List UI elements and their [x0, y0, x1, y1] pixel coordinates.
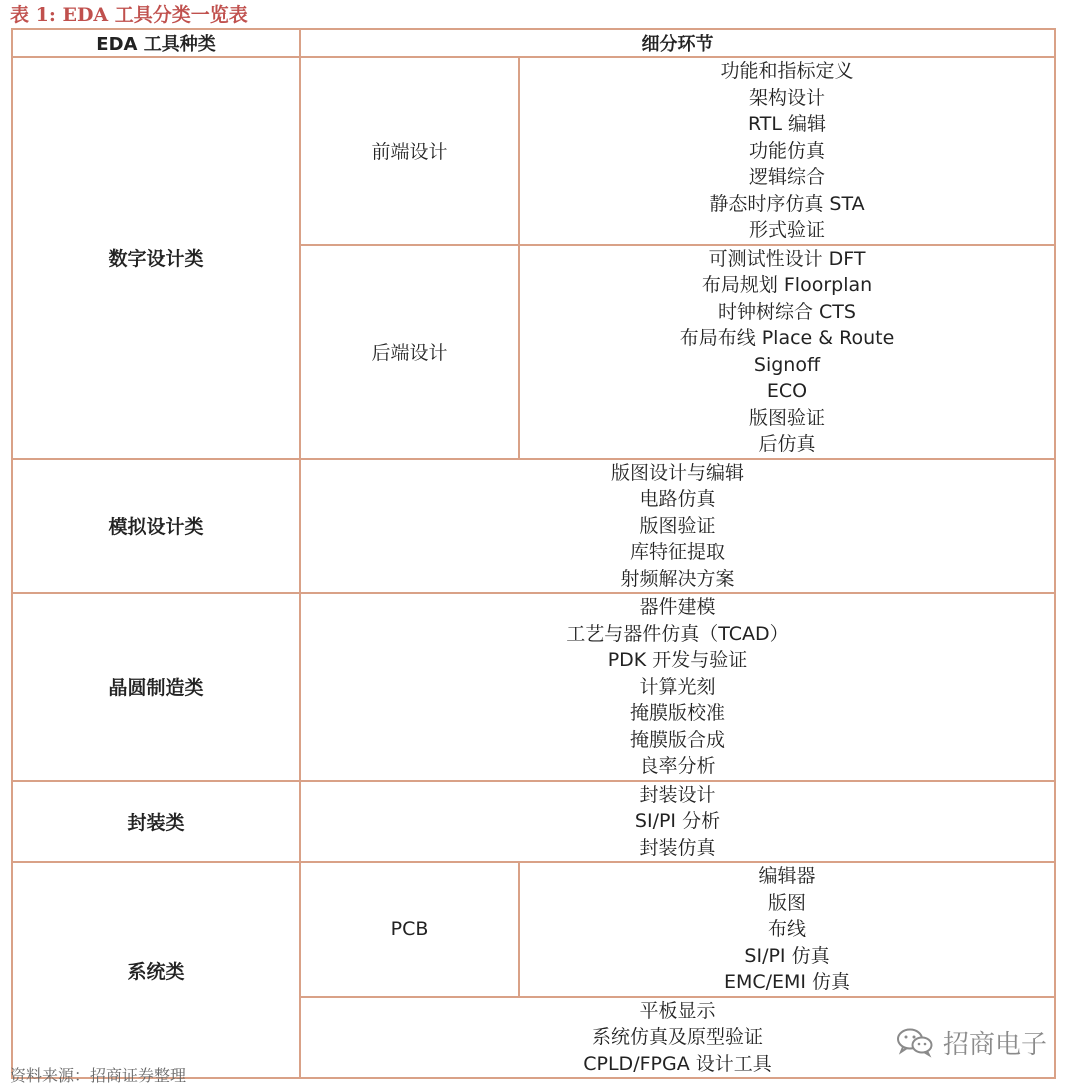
list-item: 编辑器	[758, 865, 816, 887]
list-item: SI/PI 分析	[634, 810, 721, 832]
list-item: 后仿真	[758, 433, 816, 455]
list-item: Signoff	[753, 353, 821, 376]
package-items-cell	[300, 781, 1055, 863]
list-item: 电路仿真	[639, 488, 716, 510]
header-sub-stage: 细分环节	[300, 29, 1055, 57]
list-item: 封装仿真	[639, 836, 716, 859]
frontend-items	[520, 58, 1054, 244]
list-item: SI/PI 仿真	[744, 944, 830, 967]
list-item: 功能和指标定义	[720, 60, 854, 82]
list-item: 掩膜版校准	[629, 702, 725, 724]
list-item: 平板显示	[639, 999, 716, 1022]
list-item: RTL 编辑	[747, 113, 827, 135]
package-items	[301, 782, 1054, 862]
frontend-items-cell	[519, 57, 1055, 245]
list-item: 计算光刻	[639, 675, 716, 698]
pcb-items	[520, 863, 1054, 996]
wechat-icon	[895, 1026, 935, 1058]
table-row	[12, 57, 1055, 245]
list-item: 封装设计	[639, 783, 716, 806]
category-system: 系统类	[12, 862, 300, 1078]
list-item: 布线	[767, 918, 806, 940]
table-row	[12, 862, 1055, 997]
list-item: CPLD/FPGA 设计工具	[583, 1052, 772, 1075]
backend-items	[520, 246, 1054, 458]
subcategory-pcb: PCB	[300, 862, 519, 997]
list-item: 器件建模	[639, 596, 716, 618]
table-header-row	[12, 29, 1055, 57]
table-row	[12, 593, 1055, 781]
list-item: 库特征提取	[629, 541, 725, 563]
list-item: 可测试性设计 DFT	[708, 247, 866, 270]
wafer-items	[301, 594, 1054, 780]
watermark	[895, 1022, 1047, 1062]
list-item: 射频解决方案	[620, 567, 735, 590]
list-item: 工艺与器件仿真（TCAD）	[566, 622, 789, 645]
backend-items-cell	[519, 245, 1055, 459]
table-row	[12, 459, 1055, 594]
category-package: 封装类	[12, 781, 300, 863]
list-item: 时钟树综合 CTS	[718, 300, 856, 323]
list-item: 良率分析	[639, 755, 716, 777]
list-item: 掩膜版合成	[629, 728, 725, 751]
list-item: 版图	[767, 891, 806, 914]
header-eda-type: EDA 工具种类	[12, 29, 300, 57]
list-item: ECO	[766, 380, 808, 402]
pcb-items-cell	[519, 862, 1055, 997]
list-item: 布局规划 Floorplan	[701, 274, 873, 296]
eda-classification-table	[11, 28, 1056, 1079]
list-item: 形式验证	[748, 219, 825, 241]
category-analog: 模拟设计类	[12, 459, 300, 594]
subcategory-frontend: 前端设计	[300, 57, 519, 245]
category-wafer: 晶圆制造类	[12, 593, 300, 781]
source-note: 资料来源：招商证券整理	[10, 1066, 187, 1085]
table-caption: 表 1: EDA 工具分类一览表	[10, 4, 248, 26]
list-item: 功能仿真	[748, 139, 825, 162]
analog-items	[301, 460, 1054, 593]
subcategory-backend: 后端设计	[300, 245, 519, 459]
list-item: 版图设计与编辑	[610, 461, 744, 484]
table-row	[12, 781, 1055, 863]
list-item: PDK 开发与验证	[607, 649, 748, 671]
analog-items-cell	[300, 459, 1055, 594]
watermark-text: 招商电子	[943, 1029, 1048, 1060]
list-item: 布局布线 Place & Route	[679, 327, 895, 349]
wafer-items-cell	[300, 593, 1055, 781]
list-item: 架构设计	[748, 86, 825, 109]
list-item: EMC/EMI 仿真	[723, 971, 851, 993]
list-item: 版图验证	[748, 406, 825, 429]
list-item: 版图验证	[639, 514, 716, 537]
list-item: 逻辑综合	[748, 166, 825, 188]
list-item: 静态时序仿真 STA	[709, 192, 865, 215]
list-item: 系统仿真及原型验证	[591, 1026, 763, 1048]
category-digital: 数字设计类	[12, 57, 300, 459]
